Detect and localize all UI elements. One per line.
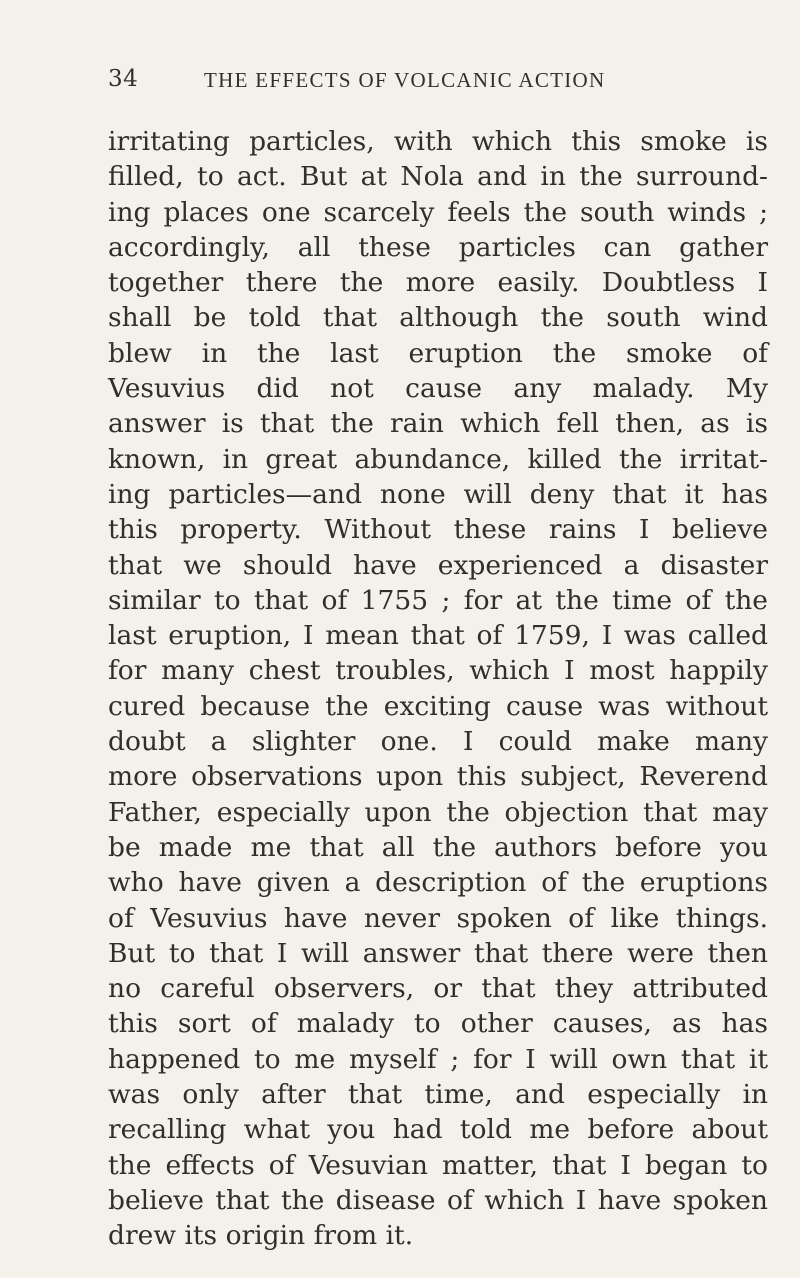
body-text <box>108 124 768 1254</box>
text-line: ing places one scarcely feels the south winds ; <box>108 196 768 228</box>
text-line: ing particles—and none will deny that it has <box>108 478 768 510</box>
text-line: blew in the last eruption the smoke of <box>108 337 768 369</box>
text-line: shall be told that although the south wind <box>108 302 768 334</box>
text-line: filled, to act. But at Nola and in the surround- <box>108 161 768 193</box>
text-line: drew its origin from it. <box>108 1220 414 1252</box>
text-line: no careful observers, or that they attributed <box>108 973 768 1005</box>
text-line: believe that the disease of which I have spoken <box>108 1184 768 1216</box>
text-line: Father, especially upon the objection that may <box>108 796 768 828</box>
text-line: this property. Without these rains I believe <box>108 514 768 546</box>
page-number: 34 <box>108 66 139 92</box>
text-line: irritating particles, with which this smoke is <box>108 126 768 157</box>
text-line: was only after that time, and especially in <box>108 1079 768 1111</box>
text-line: answer is that the rain which fell then, as is <box>108 408 768 440</box>
running-title: THE EFFECTS OF VOLCANIC ACTION <box>204 68 606 92</box>
text-line: known, in great abundance, killed the irritat- <box>108 443 768 475</box>
text-line: cured because the exciting cause was without <box>108 690 768 722</box>
running-head <box>108 66 688 94</box>
text-line: But to that I will answer that there were then <box>108 937 768 969</box>
text-line: last eruption, I mean that of 1759, I was called <box>108 620 768 652</box>
text-line: doubt a slighter one. I could make many <box>108 726 768 758</box>
text-line: similar to that of 1755 ; for at the time of the <box>108 584 768 616</box>
text-line: accordingly, all these particles can gather <box>108 231 768 263</box>
text-line: be made me that all the authors before you <box>108 831 768 863</box>
text-line: for many chest troubles, which I most happily <box>108 655 768 687</box>
text-line: Vesuvius did not cause any malady. My <box>108 373 768 405</box>
text-line: more observations upon this subject, Reverend <box>108 761 768 793</box>
text-line: recalling what you had told me before about <box>108 1114 768 1146</box>
text-line: together there the more easily. Doubtless I <box>108 267 768 299</box>
text-line: this sort of malady to other causes, as has <box>108 1008 768 1040</box>
text-line: that we should have experienced a disaster <box>108 549 768 581</box>
text-line: of Vesuvius have never spoken of like things. <box>108 902 768 934</box>
text-line: who have given a description of the eruptions <box>108 867 768 899</box>
text-line: happened to me myself ; for I will own that it <box>108 1043 768 1075</box>
text-line: the effects of Vesuvian matter, that I began to <box>108 1149 768 1181</box>
